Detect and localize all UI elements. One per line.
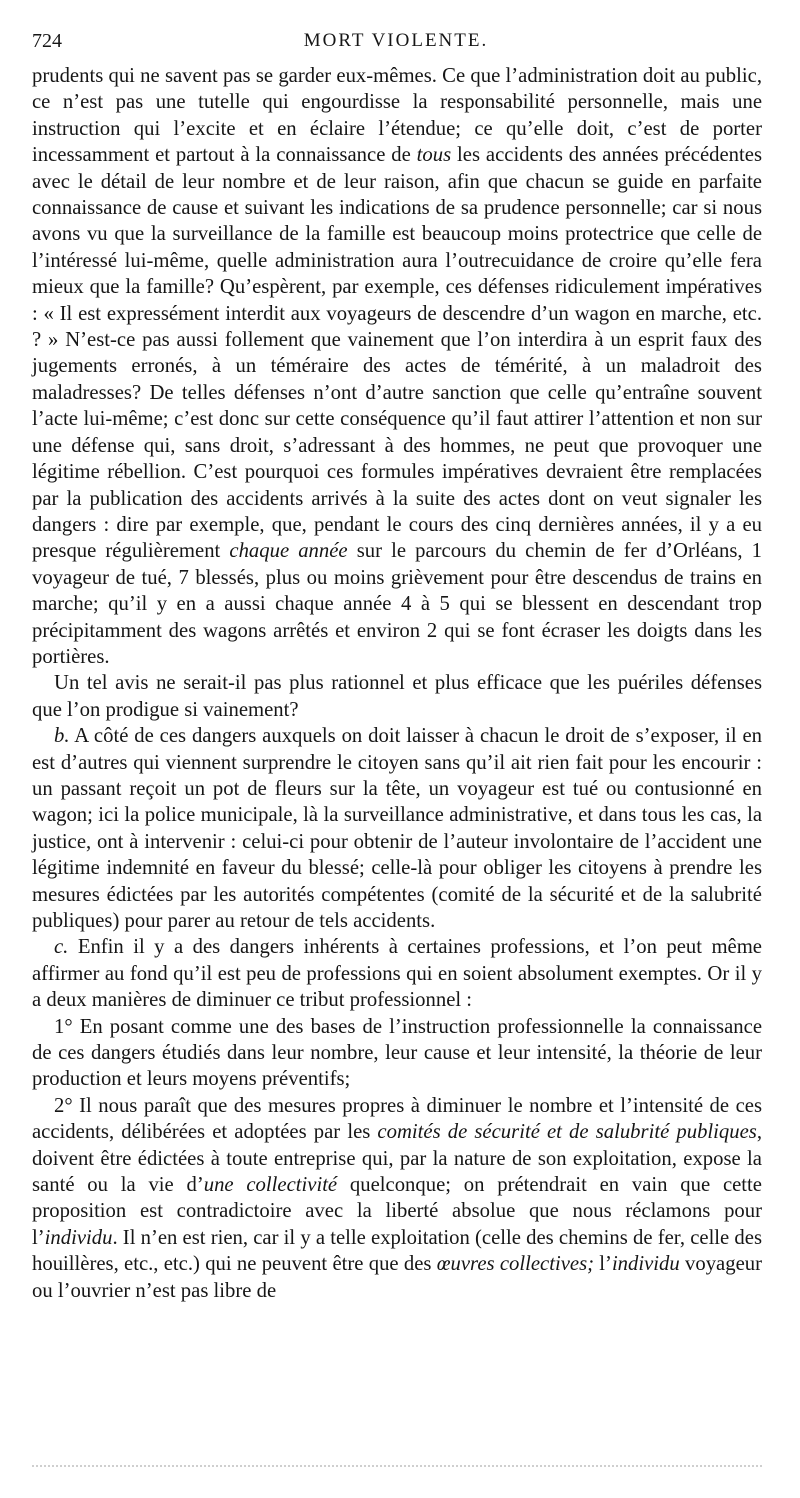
text-run: quelconque; on prétendrait en vain que cette proposition est contradictoire avec la liberté absolue que nous réclamons pour l’ — [32, 1174, 762, 1249]
italic-run: c. — [54, 936, 69, 959]
paragraph-p2 — [32, 670, 762, 723]
page-number: 724 — [32, 30, 62, 52]
text-run: voyageur ou l’ouvrier n’est pas libre de — [32, 1253, 762, 1302]
text-run: . Il n’en est rien, car il y a telle exploitation (celle des chemins de fer, celle des houillères, etc., etc.) qui ne peuvent être que des — [32, 1226, 762, 1276]
text-run: 2° Il nous paraît que des mesures propres à diminuer le nombre et l’intensité de ces accidents, délibérées et adoptées par les — [32, 1094, 762, 1144]
text-run: 1° En posant comme une des bases de l’instruction professionnelle la connaissance de ces dangers étudiés dans leur nombre, leur cause et leur intensité, la théorie de leur production et leurs moyens préventifs; — [32, 1015, 762, 1091]
italic-run: œuvres collectives; — [436, 1253, 595, 1276]
page-header — [32, 30, 760, 58]
text-run: , doivent être édictées à toute entreprise qui, par la nature de son exploitation, expose la santé ou la vie d’ — [32, 1121, 762, 1197]
text-run: les accidents des années précédentes avec le détail de leur nombre et de leur raison, afin que chacun se guide en parfaite connaissance de cause et suivant les indications de sa prudence personnelle; car si nous avons vu que la surveillance de la famille est beaucoup moins protectrice que celle de l’intéressé lui-même, quelle administration aura l’outrecuidance de croire qu’elle fera mieux que la famille? Qu’espèrent, par exemple, ces défenses ridiculement impératives : « Il est expressément interdit aux voyageurs de descendre d’un wagon en marche, etc. ? » N’est-ce pas aussi follement que vainement que l’on interdira à un esprit faux des jugements erronés, à un téméraire des actes de témérité, à un maladroit des maladresses? De telles défenses n’ont d’autre sanction que celle qu’entraîne souvent l’acte lui-même; c’est donc sur cette conséquence qu’il faut attirer l’attention et non sur une défense qui, sans droit, s’adressant à des hommes, ne peut que provoquer une légitime rébellion. C’est pourquoi ces formules impératives devraient être remplacées par la publication des accidents arrivés à la suite des actes dont on veut signaler les dangers : dire par exemple, que, pendant le cours des cinq dernières années, il y a eu presque régulièrement — [32, 144, 763, 563]
italic-run: une collectivité — [203, 1174, 338, 1197]
paragraph-p6 — [32, 1093, 762, 1304]
text-run: sur le parcours du chemin de fer d’Orléans, 1 voyageur de tué, 7 blessés, plus ou moins grièvement pour être descendus de trains en marche; qu’il y en a aussi chaque année 4 à 5 qui se blessent en descendant trop précipitamment des wagons arrêtés et environ 2 qui se font écraser les doigts dans les portières. — [32, 540, 762, 668]
bottom-rule — [32, 1465, 762, 1467]
italic-run: tous — [416, 144, 452, 167]
text-run: A côté de ces dangers auxquels on doit laisser à chacun le droit de s’exposer, il en est d’autres qui viennent surprendre le citoyen sans qu’il ait rien fait pour les encourir : un passant reçoit un pot de fleurs sur la tête, un voyageur est tué ou contusionné en wagon; ici la police municipale, là la surveillance administrative, et dans tous les cas, la justice, ont à intervenir : celui-ci pour obtenir de l’auteur involontaire de l’accident une légitime indemnité en faveur du blessé; celle-là pour obliger les citoyens à prendre les mesures édictées par les autorités compétentes (comité de la sécurité et de la salubrité publiques) pour parer au retour de tels accidents. — [32, 725, 762, 932]
italic-run: b. — [54, 725, 70, 748]
body-text — [32, 63, 762, 1304]
text-run: Un tel avis ne serait-il pas plus rationnel et plus efficace que les puériles défenses que l’on prodigue si vainement? — [32, 672, 762, 721]
paragraph-p1 — [32, 63, 762, 670]
italic-run: individu — [44, 1226, 113, 1249]
text-run: l’ — [594, 1253, 612, 1276]
paragraph-p3 — [32, 723, 762, 934]
paragraph-p5 — [32, 1014, 762, 1093]
italic-run: chaque année — [229, 540, 348, 563]
text-run: prudents qui ne savent pas se garder eux-mêmes. Ce que l’administration doit au public, ce n’est pas une tutelle qui engourdisse la responsabilité personnelle, mais une instruction qui l’excite et en éclaire l’étendue; ce qu’elle doit, c’est de porter incessamment et partout à la connaissance de — [32, 65, 762, 167]
running-title: MORT VIOLENTE. — [303, 30, 489, 51]
paragraph-p4 — [32, 934, 762, 1013]
text-run: Enfin il y a des dangers inhérents à certaines professions, et l’on peut même affirmer au fond qu’il est peu de professions qui en soient absolument exemptes. Or il y a deux manières de diminuer ce tribut professionnel : — [32, 936, 762, 1012]
italic-run: individu — [611, 1253, 680, 1276]
italic-run: comités de sécurité et de salubrité publiques — [377, 1121, 757, 1144]
